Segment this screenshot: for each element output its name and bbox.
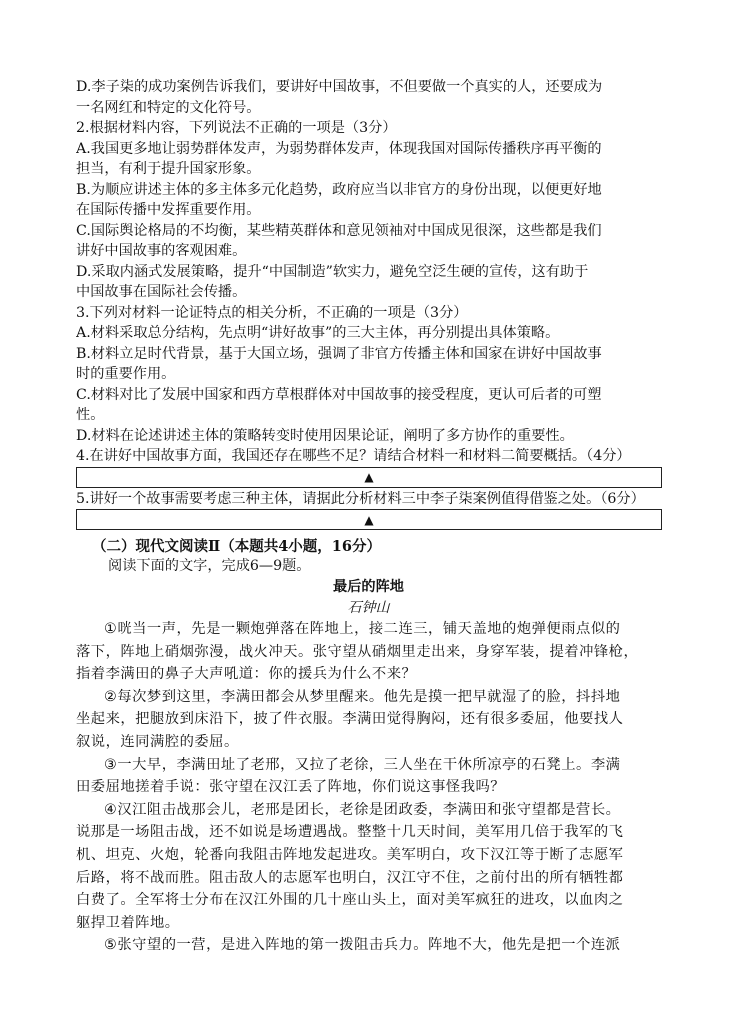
triangle-marker-icon: ▲ bbox=[364, 470, 374, 484]
paragraph-line: 指着李满田的鼻子大声吼道：你的援兵为什么不来？ bbox=[76, 666, 417, 683]
paragraph-line: 坐起来，把腿放到床沿下，披了件衣服。李满田觉得胸闷，还有很多委屈，他要找人 bbox=[76, 711, 624, 728]
text-line: B.材料立足时代背景，基于大国立场，强调了非官方传播主体和国家在讲好中国故事 bbox=[76, 345, 602, 362]
text-line: C.材料对比了发展中国家和西方草根群体对中国故事的接受程度，更认可后者的可塑 bbox=[76, 386, 602, 403]
paragraph-line: 说那是一场阻击战，还不如说是场遭遇战。整整十几天时间，美军用几倍于我军的飞 bbox=[76, 824, 624, 841]
paragraph-line: ⑤张守望的一营，是进入阵地的第一拨阻击兵力。阵地不大，他先是把一个连派 bbox=[104, 937, 621, 954]
text-line: 担当，有利于提升国家形象。 bbox=[76, 161, 261, 177]
paragraph-line: ③一大早，李满田址了老邢，又拉了老徐，三人坐在干休所凉亭的石凳上。李满 bbox=[104, 756, 621, 773]
text-line: A.我国更多地让弱势群体发声，为弱势群体发声，体现我国对国际传播秩序再平衡的 bbox=[76, 140, 602, 157]
paragraph-line: 白费了。全军将士分布在汉江外围的几十座山头上，面对美军疯狂的进攻，以血肉之 bbox=[76, 892, 624, 909]
text-line: A.材料采取总分结构，先点明“讲好故事”的三大主体，再分别提出具体策略。 bbox=[76, 325, 560, 341]
paragraph-line: 机、坦克、火炮，轮番向我阻击阵地发起进攻。美军明白，攻下汉江等于断了志愿军 bbox=[76, 846, 624, 863]
instruction: 阅读下面的文字，完成6—9题。 bbox=[108, 558, 311, 574]
text-line: 中国故事在国际社会传播。 bbox=[76, 284, 247, 300]
paragraph-line: ②每次梦到这里，李满田都会从梦里醒来。他先是摸一把早就湿了的脸，抖抖地 bbox=[104, 688, 621, 705]
text-line: D.材料在论述讲述主体的策略转变时使用因果论证，阐明了多方协作的重要性。 bbox=[76, 427, 574, 444]
text-line: D.采取内涵式发展策略，提升“中国制造”软实力，避免空泛生硬的宣传，这有助于 bbox=[76, 263, 589, 280]
paragraph-line: 叙说，连同满腔的委屈。 bbox=[76, 733, 239, 750]
text-line: C.国际舆论格局的不均衡，某些精英群体和意见领袖对中国成见很深，这些都是我们 bbox=[76, 222, 602, 239]
paragraph-line: 躯捍卫着阵地。 bbox=[76, 914, 180, 931]
section-heading: （二）现代文阅读Ⅱ（本题共4小题，16分） bbox=[92, 538, 381, 555]
story-body bbox=[76, 618, 666, 957]
text-line: B.为顺应讲述主体的多主体多元化趋势，政府应当以非官方的身份出现，以便更好地 bbox=[76, 181, 602, 198]
paragraph-line: 后路，将不战而胜。阻击敌人的志愿军也明白，汉江守不住，之前付出的所有牺牲都 bbox=[76, 869, 624, 886]
question-block bbox=[76, 77, 662, 531]
text-line: 讲好中国故事的客观困难。 bbox=[76, 243, 247, 259]
text-line: 在国际传播中发挥重要作用。 bbox=[76, 202, 261, 218]
paragraph-line: 落下，阵地上硝烟弥漫，战火冲天。张守望从硝烟里走出来，身穿军装，提着冲锋枪， bbox=[76, 643, 639, 660]
answer-box[interactable] bbox=[76, 509, 662, 530]
paragraph-line: ①咣当一声，先是一颗炮弹落在阵地上，接二连三，铺天盖地的炮弹便雨点似的 bbox=[104, 621, 621, 637]
question-2-stem: 2.根据材料内容，下列说法不正确的一项是（3分） bbox=[76, 120, 397, 136]
paragraph-line: 田委屈地搓着手说：张守望在汉江丢了阵地，你们说这事怪我吗？ bbox=[76, 779, 506, 796]
question-3-stem: 3.下列对材料一论证特点的相关分析，不正确的一项是（3分） bbox=[76, 304, 468, 321]
question-5-stem: 5.讲好一个故事需要考虑三种主体，请据此分析材料三中李子柒案例值得借鉴之处。（6分） bbox=[76, 490, 645, 507]
text-line: 时的重要作用。 bbox=[76, 366, 176, 382]
question-4-stem: 4.在讲好中国故事方面，我国还存在哪些不足？请结合材料一和材料二简要概括。（4分） bbox=[76, 448, 631, 464]
answer-box[interactable] bbox=[76, 467, 662, 488]
triangle-marker-icon: ▲ bbox=[364, 512, 374, 527]
story-title: 最后的阵地 bbox=[333, 579, 404, 595]
story-author: 石钟山 bbox=[347, 600, 390, 616]
paragraph-line: ④汉江阻击战那会儿，老邢是团长，老徐是团政委，李满田和张守望都是营长。 bbox=[104, 801, 621, 818]
text-line: 一名网红和特定的文化符号。 bbox=[76, 99, 261, 116]
text-line: D.李子柒的成功案例告诉我们，要讲好中国故事，不但要做一个真实的人，还要成为 bbox=[76, 79, 603, 95]
text-line: 性。 bbox=[76, 407, 105, 423]
